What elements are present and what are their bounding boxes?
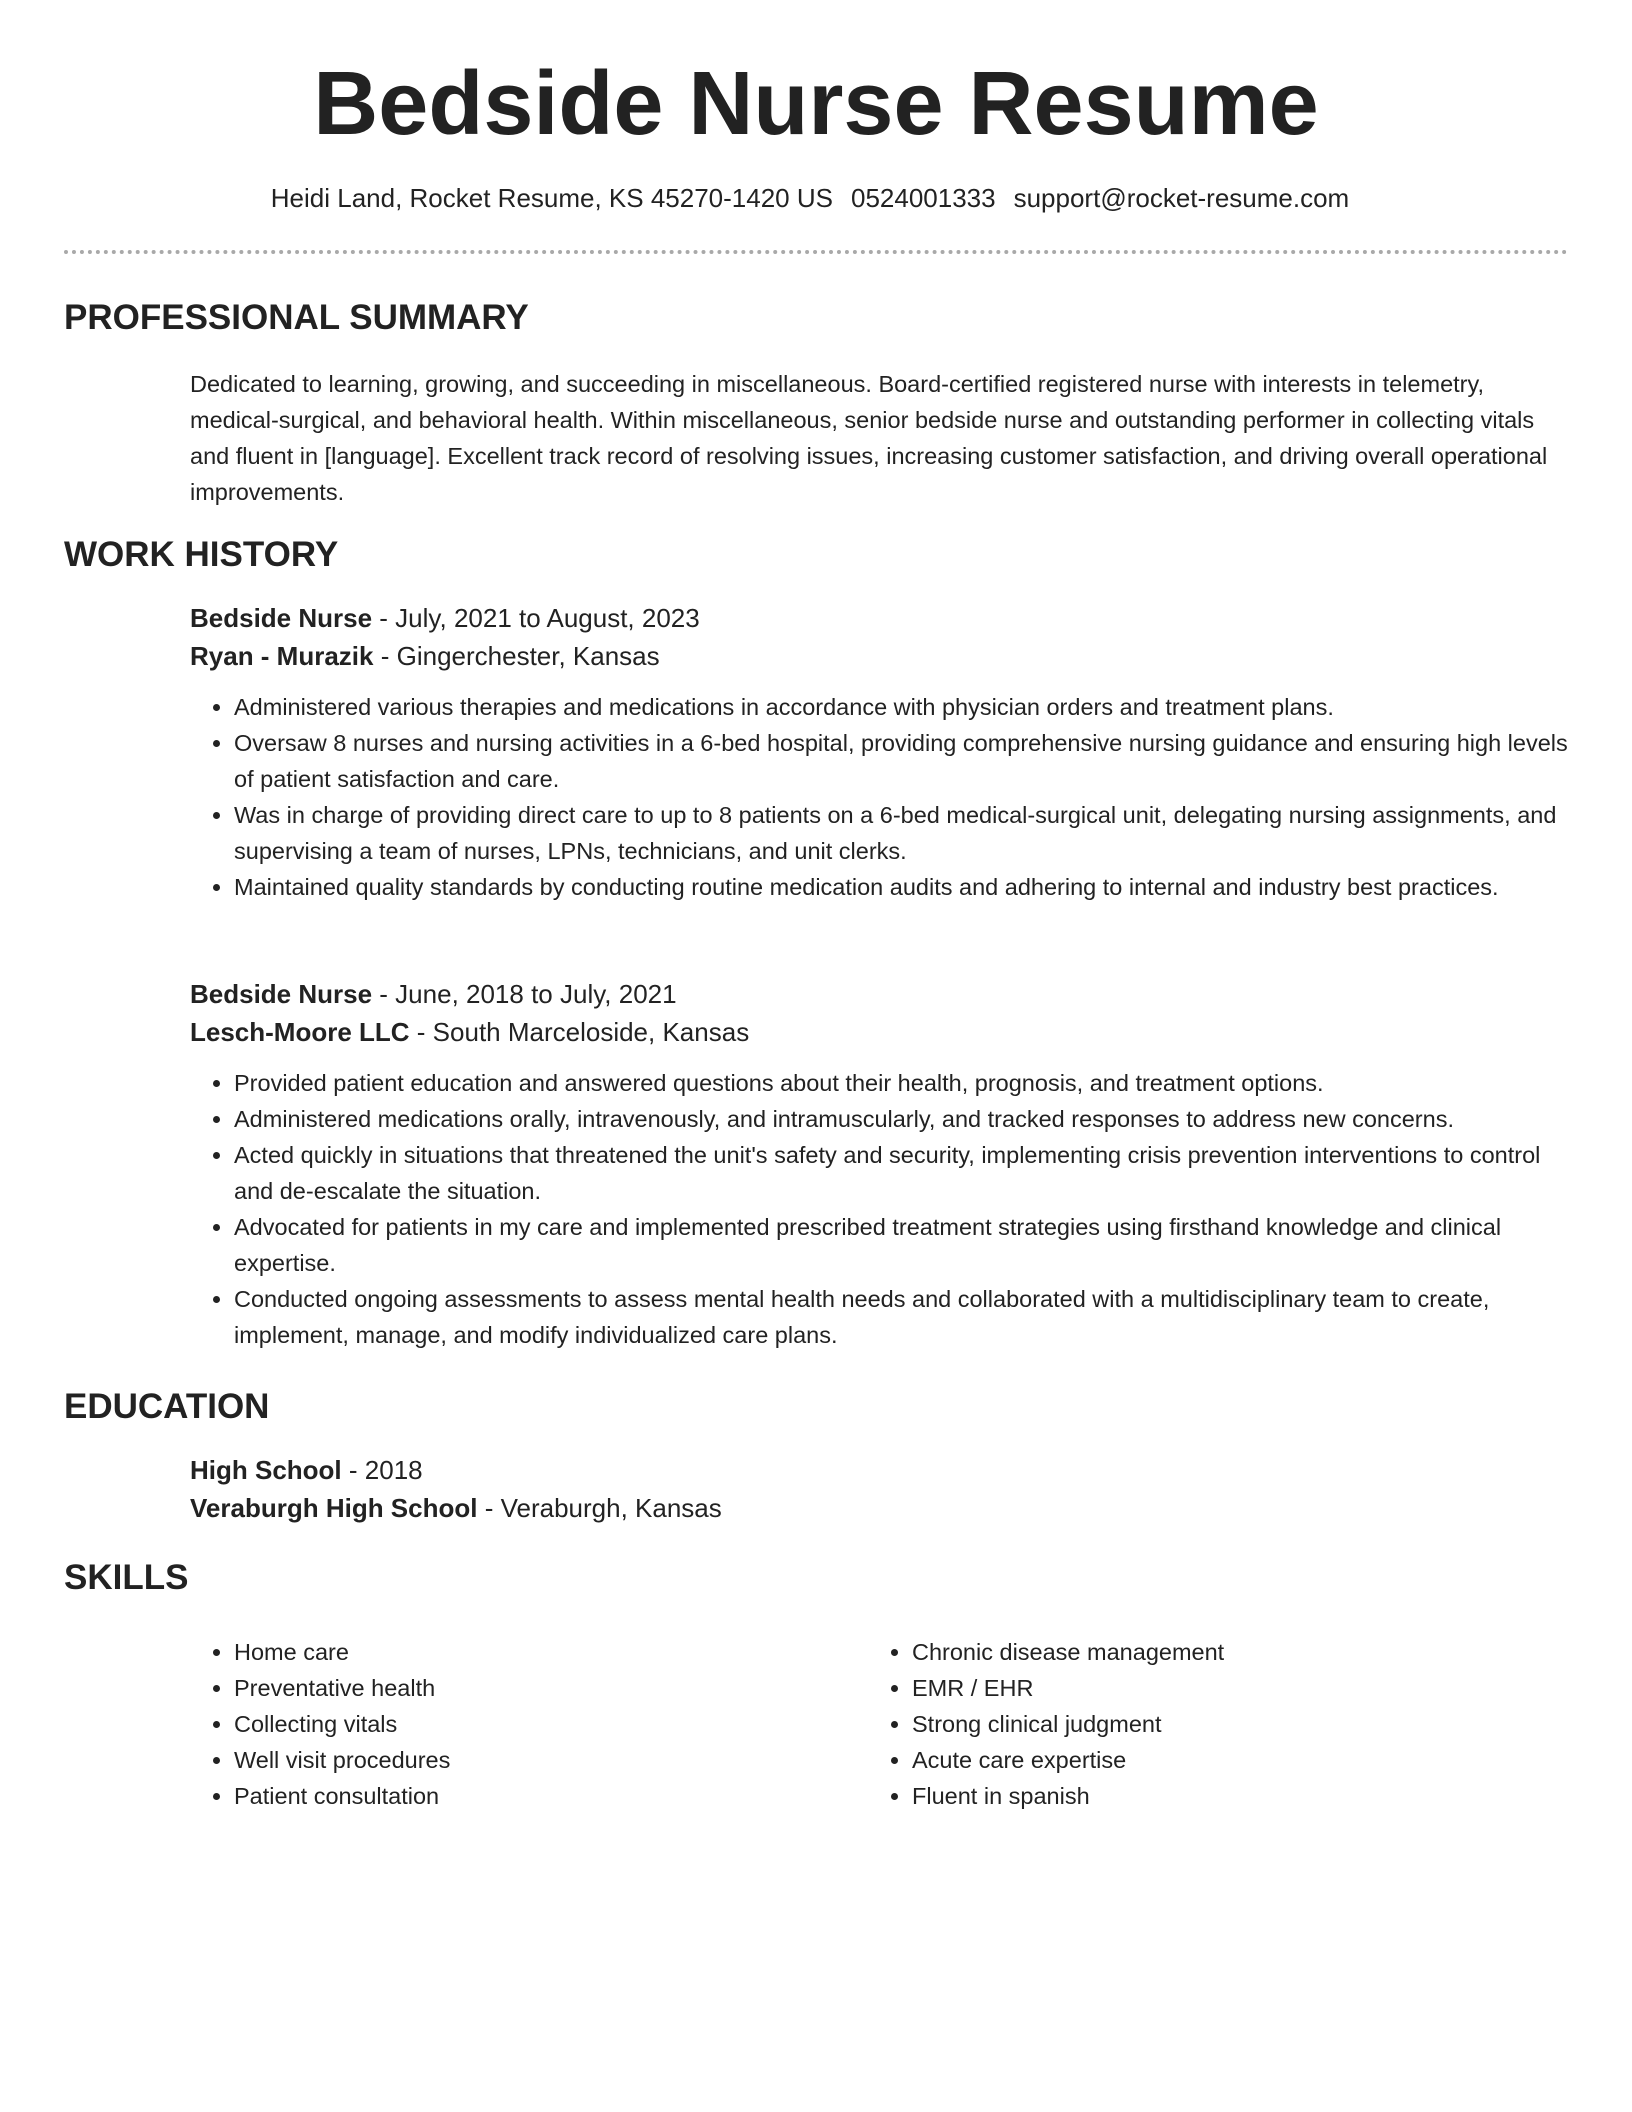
list-item: • Advocated for patients in my care and implemented prescribed treatment strategies using firsthand knowledge and clinical expertise. [234,1209,1570,1281]
job-company: Lesch-Moore LLC [190,1017,410,1047]
education-heading: EDUCATION [64,1387,270,1426]
work-history-heading: WORK HISTORY [64,535,339,574]
job-title: Bedside Nurse [190,979,373,1009]
list-item: • Was in charge of providing direct care to up to 8 patients on a 6-bed medical-surgical unit, delegating nursing assignments, and supervising a team of nurses, LPNs, technicians, and unit clerks. [234,797,1570,869]
list-item: • Administered various therapies and medications in accordance with physician orders and treatment plans. [234,689,1570,725]
job-dates: - June, 2018 to July, 2021 [372,979,677,1009]
contact-email: support@rocket-resume.com [1013,183,1350,213]
education-location: - Veraburgh, Kansas [477,1493,722,1523]
contact-line [0,178,1620,218]
skill-item: • Well visit procedures [234,1742,450,1778]
job-location: - Gingerchester, Kansas [373,641,660,671]
job-title-line [190,599,1570,637]
education-degree: High School [190,1455,342,1485]
job-location: - South Marceloside, Kansas [409,1017,750,1047]
list-item: • Provided patient education and answered questions about their health, prognosis, and treatment options. [234,1065,1570,1101]
job-company: Ryan - Murazik [190,641,374,671]
header-divider [64,250,1568,254]
skill-item: • Fluent in spanish [912,1778,1224,1814]
education-school-line [190,1489,1570,1527]
job-entry [190,975,1570,1353]
skill-item: • EMR / EHR [912,1670,1224,1706]
list-item: • Administered medications orally, intravenously, and intramuscularly, and tracked responses to address new concerns. [234,1101,1570,1137]
education-degree-line [190,1451,1570,1489]
skill-item: • Collecting vitals [234,1706,450,1742]
list-item: • Oversaw 8 nurses and nursing activities in a 6-bed hospital, providing comprehensive nursing guidance and ensuring high levels of patient satisfaction and care. [234,725,1570,797]
summary-heading: PROFESSIONAL SUMMARY [64,298,529,337]
skills-list-left [190,1634,450,1814]
list-item: • Maintained quality standards by conducting routine medication audits and adhering to internal and industry best practices. [234,869,1570,905]
list-item: • Conducted ongoing assessments to assess mental health needs and collaborated with a multidisciplinary team to create, implement, manage, and modify individualized care plans. [234,1281,1570,1353]
job-duties [190,1065,1570,1353]
contact-address: Heidi Land, Rocket Resume, KS 45270-1420 US [270,183,833,213]
skill-item: • Chronic disease management [912,1634,1224,1670]
job-dates: - July, 2021 to August, 2023 [372,603,700,633]
skill-item: • Acute care expertise [912,1742,1224,1778]
skill-item: • Strong clinical judgment [912,1706,1224,1742]
education-entry [190,1451,1570,1527]
summary-text: Dedicated to learning, growing, and succeeding in miscellaneous. Board-certified registered nurse with interests in telemetry, medical-surgical, and behavioral health. Within miscellaneous, senior bedside nurse and outstanding performer in collecting vitals and fluent in [language]. Excellent track record of resolving issues, increasing customer satisfaction, and driving overall operational improvements. [190,371,1548,505]
education-school: Veraburgh High School [190,1493,478,1523]
skills-heading: SKILLS [64,1558,189,1597]
list-item: • Acted quickly in situations that threatened the unit's safety and security, implementing crisis prevention interventions to control and de-escalate the situation. [234,1137,1570,1209]
skill-item: • Patient consultation [234,1778,450,1814]
job-company-line [190,1013,1570,1051]
job-company-line [190,637,1570,675]
job-title: Bedside Nurse [190,603,373,633]
job-entry [190,599,1570,905]
job-duties [190,689,1570,905]
job-title-line [190,975,1570,1013]
contact-phone: 0524001333 [850,183,996,213]
education-year: - 2018 [341,1455,423,1485]
skill-item: • Home care [234,1634,450,1670]
skill-item: • Preventative health [234,1670,450,1706]
skills-list-right [868,1634,1224,1814]
resume-title: Bedside Nurse Resume [313,54,1319,154]
